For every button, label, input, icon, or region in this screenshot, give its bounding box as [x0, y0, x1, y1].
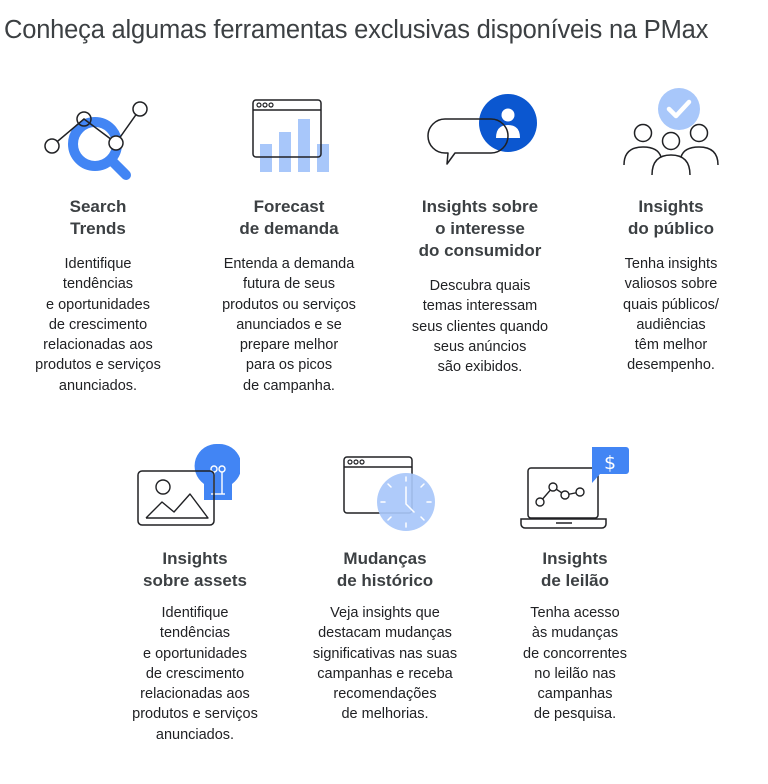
desc-line: relacionadas aos: [43, 337, 153, 354]
desc-line: Identifique: [64, 256, 132, 272]
title-line: Trends: [70, 219, 126, 238]
tool-title: [3, 196, 193, 240]
tool-title: [480, 548, 670, 592]
tool-title: [194, 196, 384, 240]
search-trends-icon: [43, 95, 155, 181]
title-line: de demanda: [239, 219, 339, 238]
desc-line: são exibidos.: [437, 359, 523, 376]
title-line: Insights: [542, 549, 608, 568]
desc-line: de pesquisa.: [533, 706, 617, 723]
laptop-dollar-icon: [520, 445, 632, 531]
desc-line: tendências: [62, 276, 134, 293]
desc-line: campanhas: [537, 686, 613, 703]
dollar-sign: $: [603, 452, 617, 474]
image-lightbulb-icon: [136, 440, 240, 530]
desc-line: Identifique: [161, 605, 229, 621]
tool-description: [3, 254, 193, 396]
title-line: o interesse: [435, 219, 525, 238]
desc-line: de melhorias.: [341, 706, 429, 723]
tool-description: [100, 603, 290, 745]
desc-line: às mudanças: [531, 625, 619, 642]
desc-line: anunciados.: [155, 726, 235, 743]
desc-line: significativas nas suas: [312, 645, 458, 662]
desc-line: seus clientes quando: [411, 318, 549, 335]
desc-line: futura de seus: [243, 276, 335, 293]
desc-line: têm melhor: [634, 337, 708, 354]
desc-line: Veja insights que: [330, 605, 440, 621]
title-line: sobre assets: [143, 571, 247, 590]
tool-card-search-trends: [3, 85, 193, 405]
desc-line: de campanha.: [243, 377, 335, 394]
title-line: do consumidor: [418, 241, 542, 260]
desc-line: audiências: [636, 316, 706, 333]
desc-line: destacam mudanças: [318, 625, 452, 642]
tool-card-forecast: [194, 85, 384, 405]
desc-line: Entenda a demanda: [223, 256, 355, 272]
page-title: Conheça algumas ferramentas exclusivas disponíveis na PMax: [4, 16, 709, 44]
desc-line: e oportunidades: [143, 645, 247, 662]
desc-line: para os picos: [245, 357, 333, 374]
title-line: de histórico: [336, 571, 434, 590]
title-line: do público: [628, 219, 714, 238]
desc-line: Tenha insights: [624, 256, 718, 272]
desc-line: no leilão nas: [534, 665, 616, 682]
title-line: Search: [69, 197, 127, 216]
title-line: Mudanças: [343, 549, 427, 568]
tool-card-assets: [100, 435, 290, 755]
title-line: Insights sobre: [421, 197, 539, 216]
title-line: de leilão: [540, 571, 610, 590]
tool-description: [385, 276, 575, 377]
desc-line: produtos e serviços: [35, 357, 161, 374]
tool-card-consumer-interest: [385, 85, 575, 405]
tool-title: [100, 548, 290, 592]
desc-line: valiosos sobre: [624, 276, 718, 293]
desc-line: campanhas e receba: [317, 665, 453, 682]
desc-line: anunciados e se: [236, 316, 342, 333]
desc-line: produtos ou serviços: [222, 296, 356, 313]
tool-description: [194, 254, 384, 396]
desc-line: Tenha acesso: [530, 605, 620, 621]
tool-title: [385, 196, 575, 262]
desc-line: prepare melhor: [239, 337, 339, 354]
window-clock-icon: [342, 455, 438, 531]
desc-line: de crescimento: [145, 665, 245, 682]
desc-line: tendências: [159, 625, 231, 642]
audience-check-icon: [621, 87, 721, 177]
desc-line: relacionadas aos: [140, 686, 250, 703]
tool-card-history-changes: [290, 435, 480, 755]
tool-description: [480, 603, 670, 725]
desc-line: seus anúncios: [433, 338, 527, 355]
desc-line: Descubra quais: [429, 278, 531, 294]
tool-title: [576, 196, 766, 240]
desc-line: temas interessam: [422, 298, 538, 315]
desc-line: recomendações: [333, 686, 437, 703]
desc-line: desempenho.: [627, 357, 715, 374]
forecast-chart-icon: [250, 98, 330, 176]
tool-description: [576, 254, 766, 376]
desc-line: anunciados.: [58, 377, 138, 394]
tool-card-auction: [480, 435, 670, 755]
chat-user-icon: [425, 93, 541, 175]
desc-line: quais públicos/: [623, 296, 719, 313]
desc-line: de crescimento: [48, 316, 148, 333]
tool-card-audience: [576, 85, 766, 405]
title-line: Forecast: [253, 197, 325, 216]
title-line: Insights: [162, 549, 228, 568]
desc-line: produtos e serviços: [132, 706, 258, 723]
desc-line: e oportunidades: [46, 296, 150, 313]
tool-description: [290, 603, 480, 725]
desc-line: de concorrentes: [523, 645, 627, 662]
tool-title: [290, 548, 480, 592]
title-line: Insights: [638, 197, 704, 216]
